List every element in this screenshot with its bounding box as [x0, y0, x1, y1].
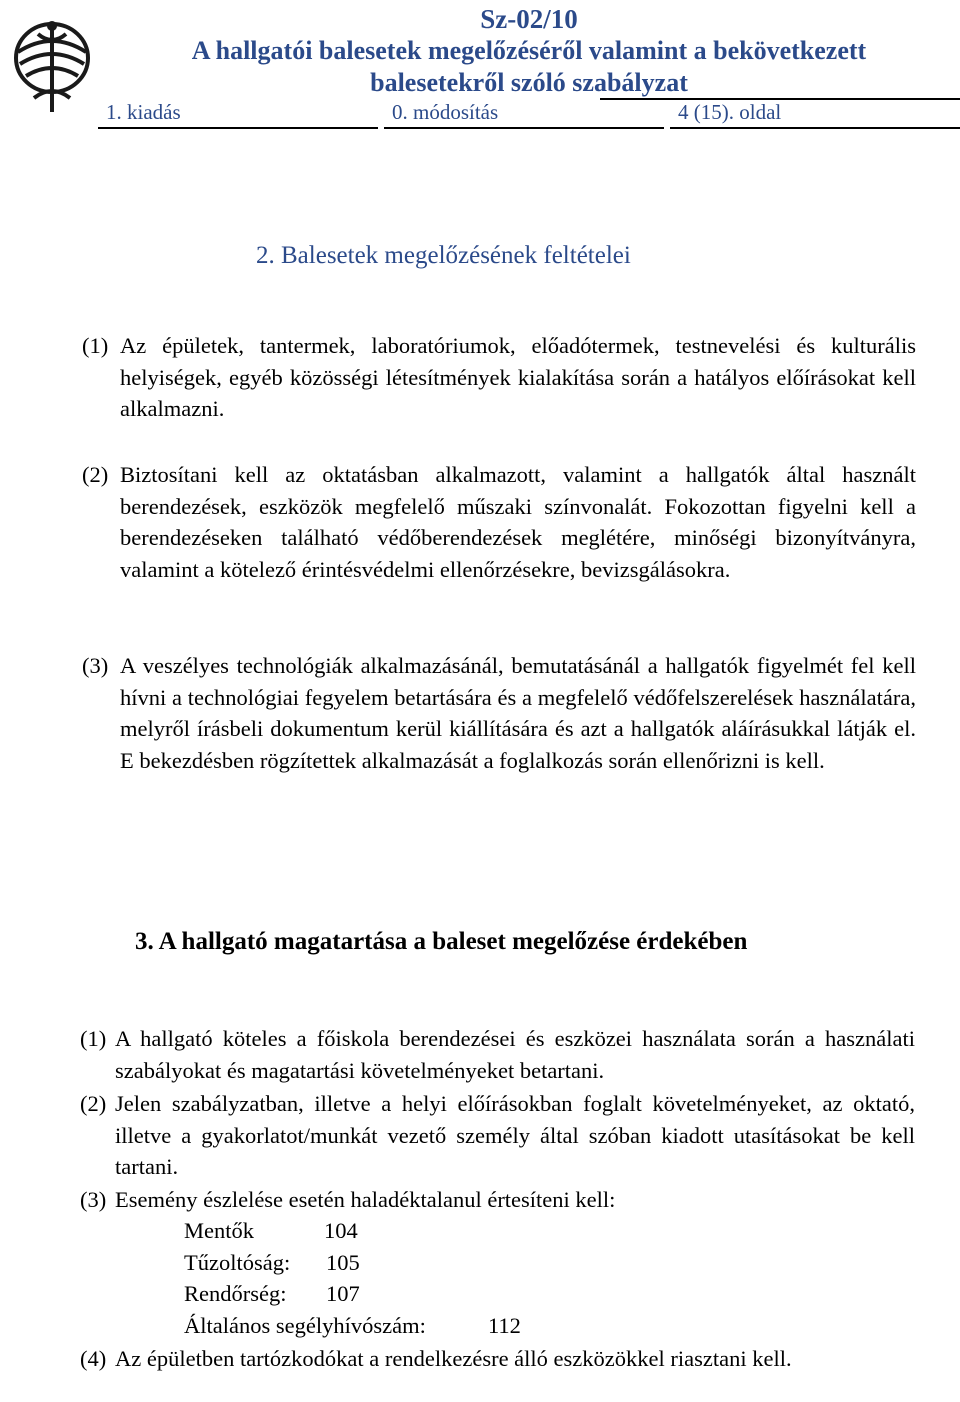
paragraph-number: (2): [82, 462, 109, 487]
document-header: [0, 0, 960, 135]
phone-number: 107: [326, 1281, 360, 1306]
phone-label: Tűzoltóság:: [184, 1249, 291, 1275]
modification-label: 0. módosítás: [392, 100, 499, 124]
phone-number: 112: [488, 1312, 521, 1338]
paragraph-number: (3): [80, 1187, 107, 1212]
paragraph-number: (4): [80, 1346, 107, 1371]
phone-label: Mentők: [184, 1218, 254, 1243]
paragraph-text: Az épületek, tantermek, laboratóriumok, előadótermek, testnevelési és kulturális helyiségek, egyéb közösségi létesítmények kialakítása során a hatályos előírásokat kell alkalmazni.: [120, 333, 916, 421]
phone-label: Rendőrség:: [184, 1281, 287, 1306]
phone-number: 104: [324, 1218, 358, 1243]
phone-number: 105: [326, 1249, 360, 1275]
header-divider: [670, 127, 960, 129]
paragraph-text: Jelen szabályzatban, illetve a helyi előírásokban foglalt követelményeket, az oktató, illetve a gyakorlatot/munkát vezető személy által szóban kiadott utasításokat be kell tartani.: [115, 1091, 915, 1179]
document-title-line1: A hallgatói balesetek megelőzéséről valamint a bekövetkezett: [191, 36, 867, 65]
paragraph-text: Az épületben tartózkodókat a rendelkezésre álló eszközökkel riasztani kell.: [115, 1346, 792, 1371]
paragraph-text: A hallgató köteles a főiskola berendezései és eszközei használata során a használati szabályokat és magatartási követelményeket betartani.: [115, 1026, 915, 1083]
section-3-title: 3. A hallgató magatartása a baleset megelőzése érdekében: [135, 928, 748, 955]
paragraph-number: (3): [82, 653, 109, 678]
edition-label: 1. kiadás: [106, 100, 181, 124]
paragraph-number: (1): [80, 1026, 107, 1051]
section-2-title: 2. Balesetek megelőzésének feltételei: [256, 242, 631, 269]
header-divider: [384, 127, 664, 129]
paragraph-text: A veszélyes technológiák alkalmazásánál, bemutatásánál a hallgatók figyelmét fel kell hívni a technológiai fegyelem betartására és a megfelelő védőfelszerelések használatára, melyről írásbeli dokumentum kerül kiállítására és azt a hallgatók aláírásukkal látják el. E bekezdésben rögzítettek alkalmazását a foglalkozás során ellenőrizni is kell.: [120, 653, 916, 773]
paragraph-number: (1): [82, 333, 109, 358]
header-divider: [98, 127, 378, 129]
paragraph-text: Esemény észlelése esetén haladéktalanul értesíteni kell:: [115, 1187, 616, 1212]
paragraph-number: (2): [80, 1091, 107, 1116]
page-label: 4 (15). oldal: [678, 100, 782, 124]
document-title-line2: balesetekről szóló szabályzat: [370, 68, 688, 97]
document-code: Sz-02/10: [480, 4, 578, 34]
paragraph-text: Biztosítani kell az oktatásban alkalmazott, valamint a hallgatók által használt berendezések, eszközök megfelelő műszaki színvonalát. Fokozottan figyelni kell a berendezéseken található védőberendezések meglétére, minőségi bizonyítványra, valamint a kötelező érintésvédelmi ellenőrzésekre, bevizsgálásokra.: [120, 462, 916, 582]
document-meta-row: [98, 100, 960, 126]
institution-emblem-icon: [8, 12, 96, 120]
phone-label: Általános segélyhívószám:: [184, 1312, 426, 1338]
